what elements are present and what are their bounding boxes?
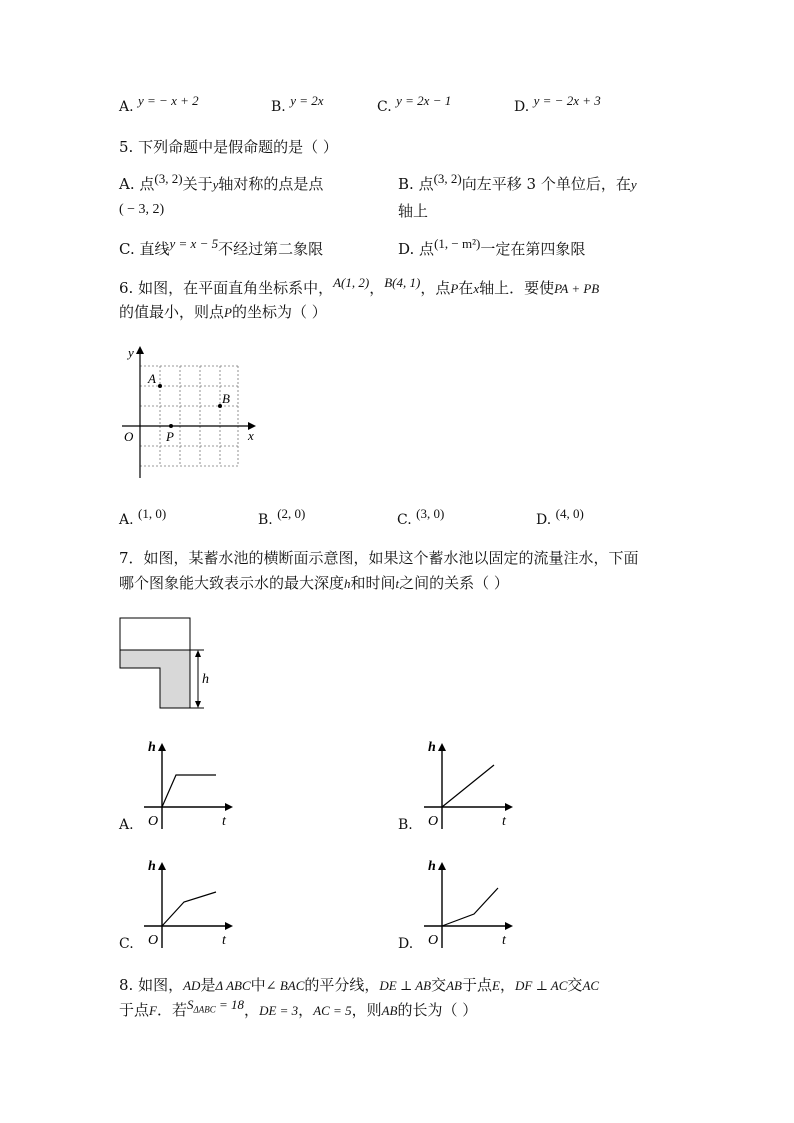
stem-text: 8. 如图， <box>119 976 184 994</box>
point-b-label: B <box>222 391 230 406</box>
stem-text: ．若 <box>156 1001 187 1019</box>
option-math: y <box>212 177 219 192</box>
q6-option-a <box>119 506 167 528</box>
graph-line <box>162 775 216 807</box>
q5-option-b-continued: 轴上 <box>398 202 429 220</box>
q6-stem-line1 <box>119 275 600 299</box>
area-symbol: S <box>186 997 194 1012</box>
option-value: (4, 0) <box>555 506 584 521</box>
q6-stem-line2 <box>119 302 327 323</box>
q7-stem-line1: 7．如图，某蓄水池的横断面示意图，如果这个蓄水池以固定的流量注水，下面 <box>119 549 639 567</box>
stem-text: 之间的关系（ ） <box>399 574 509 592</box>
stem-text: 的平分线， <box>304 976 380 994</box>
option-text: 轴对称的点是点 <box>218 175 324 193</box>
stem-text: 中 <box>250 976 266 994</box>
q6-option-c <box>397 506 445 528</box>
t-axis-arrow <box>225 803 233 811</box>
option-letter: B. <box>258 512 273 528</box>
h-axis-arrow <box>158 743 166 751</box>
stem-math: E <box>492 978 500 993</box>
stem-math: B(4, 1) <box>384 275 421 290</box>
stem-math <box>186 997 245 1015</box>
stem-math: F <box>149 1003 157 1018</box>
option-math: y = x − 5 <box>169 236 219 251</box>
stem-math: P <box>450 281 459 296</box>
water-region <box>120 650 190 708</box>
stem-math: x <box>473 281 480 296</box>
h-label: h <box>428 859 436 874</box>
q5-option-d <box>398 236 586 260</box>
stem-text: 交 <box>431 976 447 994</box>
origin-label: O <box>148 814 159 829</box>
option-text: 点 <box>419 240 435 258</box>
area-subscript: ΔABC <box>193 1004 216 1015</box>
stem-math: AB <box>381 1003 398 1018</box>
stem-text: 的坐标为（ ） <box>231 303 327 321</box>
point-a <box>158 384 162 388</box>
graph-b-letter: B. <box>398 817 413 833</box>
option-letter: B. <box>271 99 286 115</box>
stem-math: t <box>395 576 400 591</box>
option-letter: D. <box>536 512 552 528</box>
t-label: t <box>502 933 506 948</box>
graph-a <box>140 737 240 837</box>
depth-label: h <box>202 672 209 687</box>
option-text: 点 <box>418 175 434 193</box>
stem-text: 的值最小，则点 <box>119 303 225 321</box>
q5-option-a <box>119 171 324 195</box>
point-p <box>169 424 173 428</box>
stem-text: ， <box>499 976 515 994</box>
option-math: y <box>630 177 637 192</box>
option-expression: y = − x + 2 <box>138 93 199 108</box>
stem-math: DE ⊥ AB <box>379 978 432 993</box>
t-axis-arrow <box>505 922 513 930</box>
option-letter: C. <box>377 99 392 115</box>
origin-label: O <box>428 933 439 948</box>
y-axis-label: y <box>128 345 134 360</box>
point-a-label: A <box>148 371 156 386</box>
origin-label: O <box>124 429 134 444</box>
stem-text: ，则 <box>351 1001 382 1019</box>
stem-text: 在 <box>458 279 474 297</box>
tank-upper-section <box>120 618 190 650</box>
graph-a-letter: A. <box>119 817 134 833</box>
option-text: 不经过第二象限 <box>218 240 324 258</box>
q8-stem-line2 <box>119 997 478 1026</box>
stem-text: 轴上．要使 <box>479 279 555 297</box>
stem-text: 于点 <box>462 976 493 994</box>
q8-stem-line1 <box>119 975 599 996</box>
stem-math: P <box>224 305 232 320</box>
option-expression: y = 2x <box>290 93 324 108</box>
option-text: 关于 <box>182 175 213 193</box>
stem-text: ， <box>298 1001 314 1019</box>
t-axis-arrow <box>225 922 233 930</box>
graph-line <box>442 765 494 807</box>
option-text: 向左平移 3 个单位后，在 <box>461 175 631 193</box>
stem-math: DF ⊥ AC <box>514 978 568 993</box>
option-value: (1, 0) <box>138 506 167 521</box>
dimension-arrow-up <box>195 650 201 657</box>
stem-text: 交 <box>567 976 583 994</box>
t-label: t <box>222 933 226 948</box>
graph-c-letter: C. <box>119 936 134 952</box>
stem-math: PA + PB <box>554 281 600 296</box>
stem-math: AC = 5 <box>313 1003 352 1018</box>
h-axis-arrow <box>158 862 166 870</box>
stem-text: ，点 <box>420 279 451 297</box>
option-math: (3, 2) <box>154 171 183 186</box>
q6-option-b <box>258 506 306 528</box>
q5-option-c <box>119 236 324 260</box>
stem-text: 的长为（ ） <box>397 1001 478 1019</box>
option-value: (3, 0) <box>416 506 445 521</box>
option-letter: C. <box>397 512 412 528</box>
coordinate-grid-figure <box>118 342 268 482</box>
t-axis-arrow <box>505 803 513 811</box>
graph-b <box>420 737 520 837</box>
x-axis-label: x <box>248 428 254 443</box>
q4-option-b <box>271 93 324 115</box>
t-label: t <box>222 814 226 829</box>
option-expression: y = − 2x + 3 <box>533 93 601 108</box>
option-letter: A. <box>119 512 134 528</box>
q6-option-d <box>536 506 584 528</box>
h-axis-arrow <box>438 743 446 751</box>
h-label: h <box>148 740 156 755</box>
origin-label: O <box>428 814 439 829</box>
h-axis-arrow <box>438 862 446 870</box>
dimension-arrow-down <box>195 701 201 708</box>
stem-text: ， <box>244 1001 260 1019</box>
q5-option-b <box>398 171 637 195</box>
option-text: 一定在第四象限 <box>480 240 586 258</box>
option-letter: A. <box>119 175 135 193</box>
q4-option-a <box>119 93 199 115</box>
stem-text: 和时间 <box>350 574 396 592</box>
q4-option-c <box>377 93 452 115</box>
t-label: t <box>502 814 506 829</box>
graph-line <box>162 892 216 926</box>
stem-text: 是 <box>200 976 216 994</box>
option-math: (1, − m²) <box>434 236 481 251</box>
option-value: (2, 0) <box>277 506 306 521</box>
q7-stem-line2 <box>119 573 509 594</box>
y-axis-arrow <box>136 346 144 354</box>
stem-math: AB <box>446 978 462 993</box>
option-letter: D. <box>398 240 415 258</box>
stem-math: AC <box>582 978 600 993</box>
stem-text: 6. 如图，在平面直角坐标系中， <box>119 279 334 297</box>
stem-text: 哪个图象能大致表示水的最大深度 <box>119 574 345 592</box>
stem-math: Δ ABC <box>215 978 251 993</box>
h-label: h <box>428 740 436 755</box>
option-letter: B. <box>398 175 414 193</box>
graph-d <box>420 856 520 956</box>
option-expression: y = 2x − 1 <box>396 93 452 108</box>
option-letter: D. <box>514 99 530 115</box>
option-text: 点 <box>139 175 155 193</box>
q5-stem: 5. 下列命题中是假命题的是（ ） <box>119 138 338 156</box>
stem-text: ， <box>369 279 385 297</box>
origin-label: O <box>148 933 159 948</box>
area-value: = 18 <box>215 997 245 1012</box>
option-letter: C. <box>119 240 135 258</box>
q5-option-a-continued: ( − 3, 2) <box>119 202 165 217</box>
h-label: h <box>148 859 156 874</box>
option-math: (3, 2) <box>433 171 462 186</box>
tank-cross-section-figure <box>118 616 228 712</box>
stem-math: DE = 3 <box>259 1003 299 1018</box>
stem-text: 于点 <box>119 1001 150 1019</box>
option-text: 直线 <box>139 240 170 258</box>
stem-math: A(1, 2) <box>333 275 370 290</box>
option-letter: A. <box>119 99 134 115</box>
graph-c <box>140 856 240 956</box>
stem-math: ∠ BAC <box>265 978 305 993</box>
graph-d-letter: D. <box>398 936 414 952</box>
q4-option-d <box>514 93 601 115</box>
stem-math: AD <box>183 978 201 993</box>
graph-line <box>442 888 498 926</box>
point-p-label: P <box>166 429 174 444</box>
stem-math: h <box>344 576 351 591</box>
